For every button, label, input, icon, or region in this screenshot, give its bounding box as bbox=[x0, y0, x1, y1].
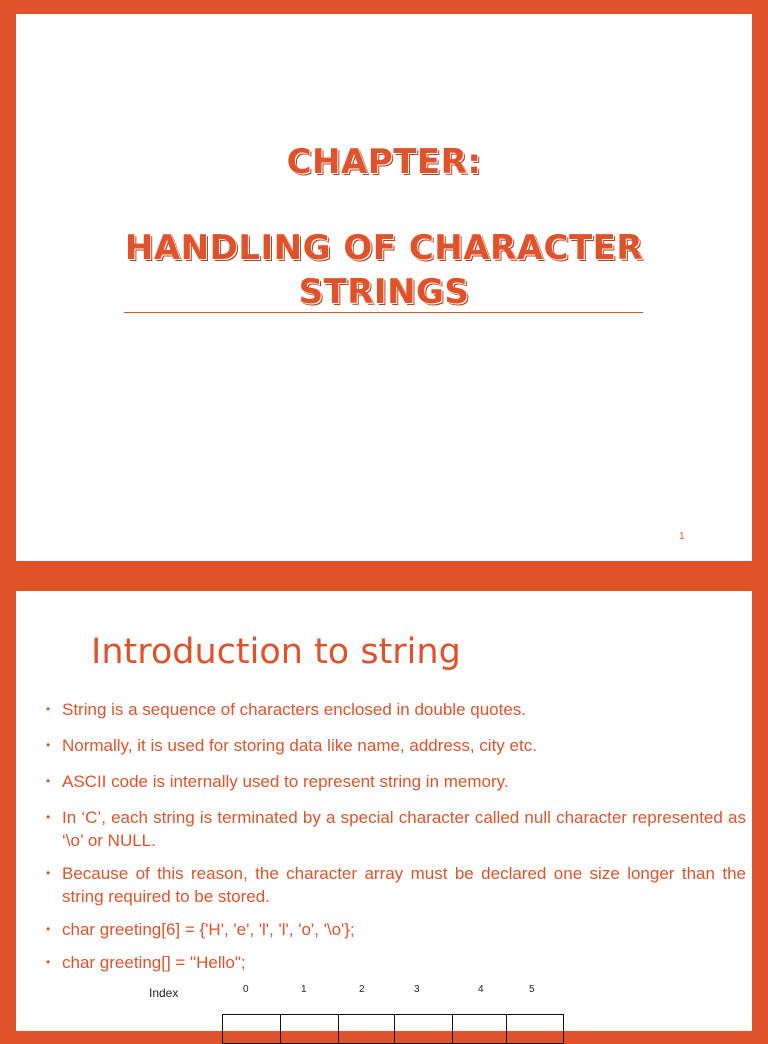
bullet-text: In ‘C’, each string is terminated by a special character called null character represented as ‘\o’ or NULL. bbox=[62, 808, 746, 850]
bullet-dot-icon: • bbox=[46, 922, 51, 936]
index-value: 4 bbox=[478, 984, 484, 995]
index-label: Index bbox=[149, 986, 179, 1000]
bullet-dot-icon: • bbox=[46, 702, 51, 716]
array-cell bbox=[222, 1014, 280, 1044]
bullet-item bbox=[46, 862, 746, 908]
chapter-label: CHAPTER: bbox=[286, 142, 482, 182]
bullet-text: Because of this reason, the character array must be declared one size longer than the string required to be stored. bbox=[62, 864, 746, 906]
bullet-item bbox=[46, 951, 746, 974]
bullet-item bbox=[46, 770, 746, 793]
bullet-item bbox=[46, 918, 746, 941]
title-divider bbox=[124, 312, 643, 313]
bullet-text: char greeting[6] = {'H', 'e', 'l', 'l', 'o', '\o'}; bbox=[62, 920, 355, 939]
array-diagram bbox=[222, 1014, 564, 1044]
array-cell bbox=[280, 1014, 338, 1044]
array-cell bbox=[452, 1014, 506, 1044]
index-value: 0 bbox=[243, 984, 249, 995]
index-value: 5 bbox=[529, 984, 535, 995]
bullet-dot-icon: • bbox=[46, 738, 51, 752]
bullet-dot-icon: • bbox=[46, 810, 51, 824]
bullet-dot-icon: • bbox=[46, 774, 51, 788]
array-cell bbox=[506, 1014, 564, 1044]
index-value: 3 bbox=[414, 984, 420, 995]
bullet-text: String is a sequence of characters enclosed in double quotes. bbox=[62, 700, 527, 719]
array-cell bbox=[394, 1014, 452, 1044]
chapter-title-line-1: HANDLING OF CHARACTER bbox=[124, 228, 644, 268]
bullet-item bbox=[46, 698, 746, 721]
bullet-dot-icon: • bbox=[46, 866, 51, 880]
index-value: 2 bbox=[359, 984, 365, 995]
bullet-item bbox=[46, 734, 746, 757]
bullet-text: char greeting[] = "Hello"; bbox=[62, 953, 246, 972]
bullet-dot-icon: • bbox=[46, 955, 51, 969]
slide-2 bbox=[16, 591, 752, 1031]
array-cell bbox=[338, 1014, 394, 1044]
slide-heading: Introduction to string bbox=[91, 632, 461, 672]
chapter-title-line-2: STRINGS bbox=[298, 272, 470, 312]
bullet-text: ASCII code is internally used to represent string in memory. bbox=[62, 772, 509, 791]
page-number: 1 bbox=[679, 531, 685, 542]
bullet-text: Normally, it is used for storing data like name, address, city etc. bbox=[62, 736, 537, 755]
bullet-item bbox=[46, 806, 746, 852]
bullet-list bbox=[46, 698, 746, 984]
slide-1 bbox=[16, 14, 752, 561]
index-value: 1 bbox=[301, 984, 307, 995]
